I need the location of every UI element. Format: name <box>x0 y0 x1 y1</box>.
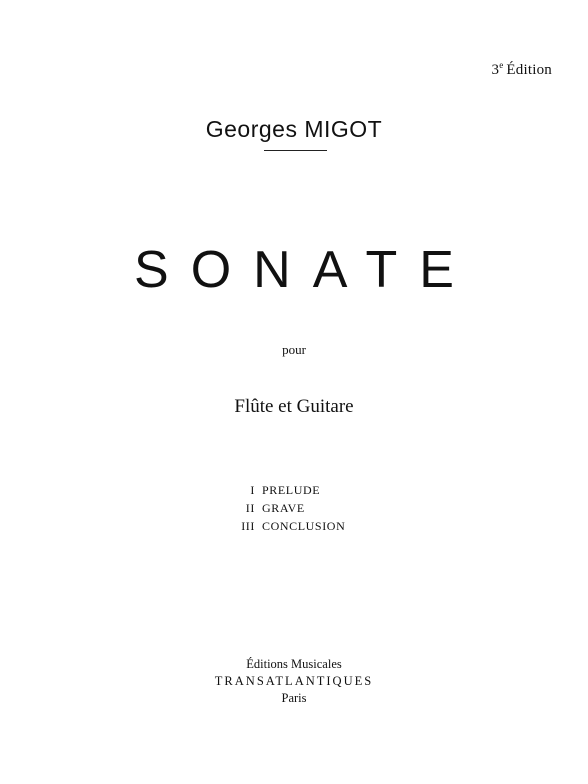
movement-number: II <box>245 501 255 515</box>
edition-text: Édition <box>506 62 552 78</box>
publisher-city: Paris <box>281 691 307 705</box>
edition-suffix: e <box>499 60 504 70</box>
movement-name: GRAVE <box>262 501 305 515</box>
movement-name: PRELUDE <box>262 483 321 497</box>
work-title: SONATE <box>134 241 476 299</box>
edition-number: 3 <box>491 62 500 78</box>
publisher-line-1: Éditions Musicales <box>246 657 342 671</box>
movement-number: III <box>241 519 255 533</box>
movement-item <box>232 517 345 535</box>
movement-number: I <box>250 483 255 497</box>
movement-list <box>232 481 345 535</box>
instrumentation: Flûte et Guitare <box>234 396 354 417</box>
movement-item <box>232 481 345 499</box>
edition-label <box>492 60 552 79</box>
divider-rule <box>264 150 327 151</box>
pour-label: pour <box>282 342 306 357</box>
publisher-block <box>0 656 588 707</box>
movement-item <box>232 499 345 517</box>
publisher-name: TRANSATLANTIQUES <box>214 674 374 688</box>
composer-name: Georges MIGOT <box>205 116 383 142</box>
movement-name: CONCLUSION <box>262 519 346 533</box>
